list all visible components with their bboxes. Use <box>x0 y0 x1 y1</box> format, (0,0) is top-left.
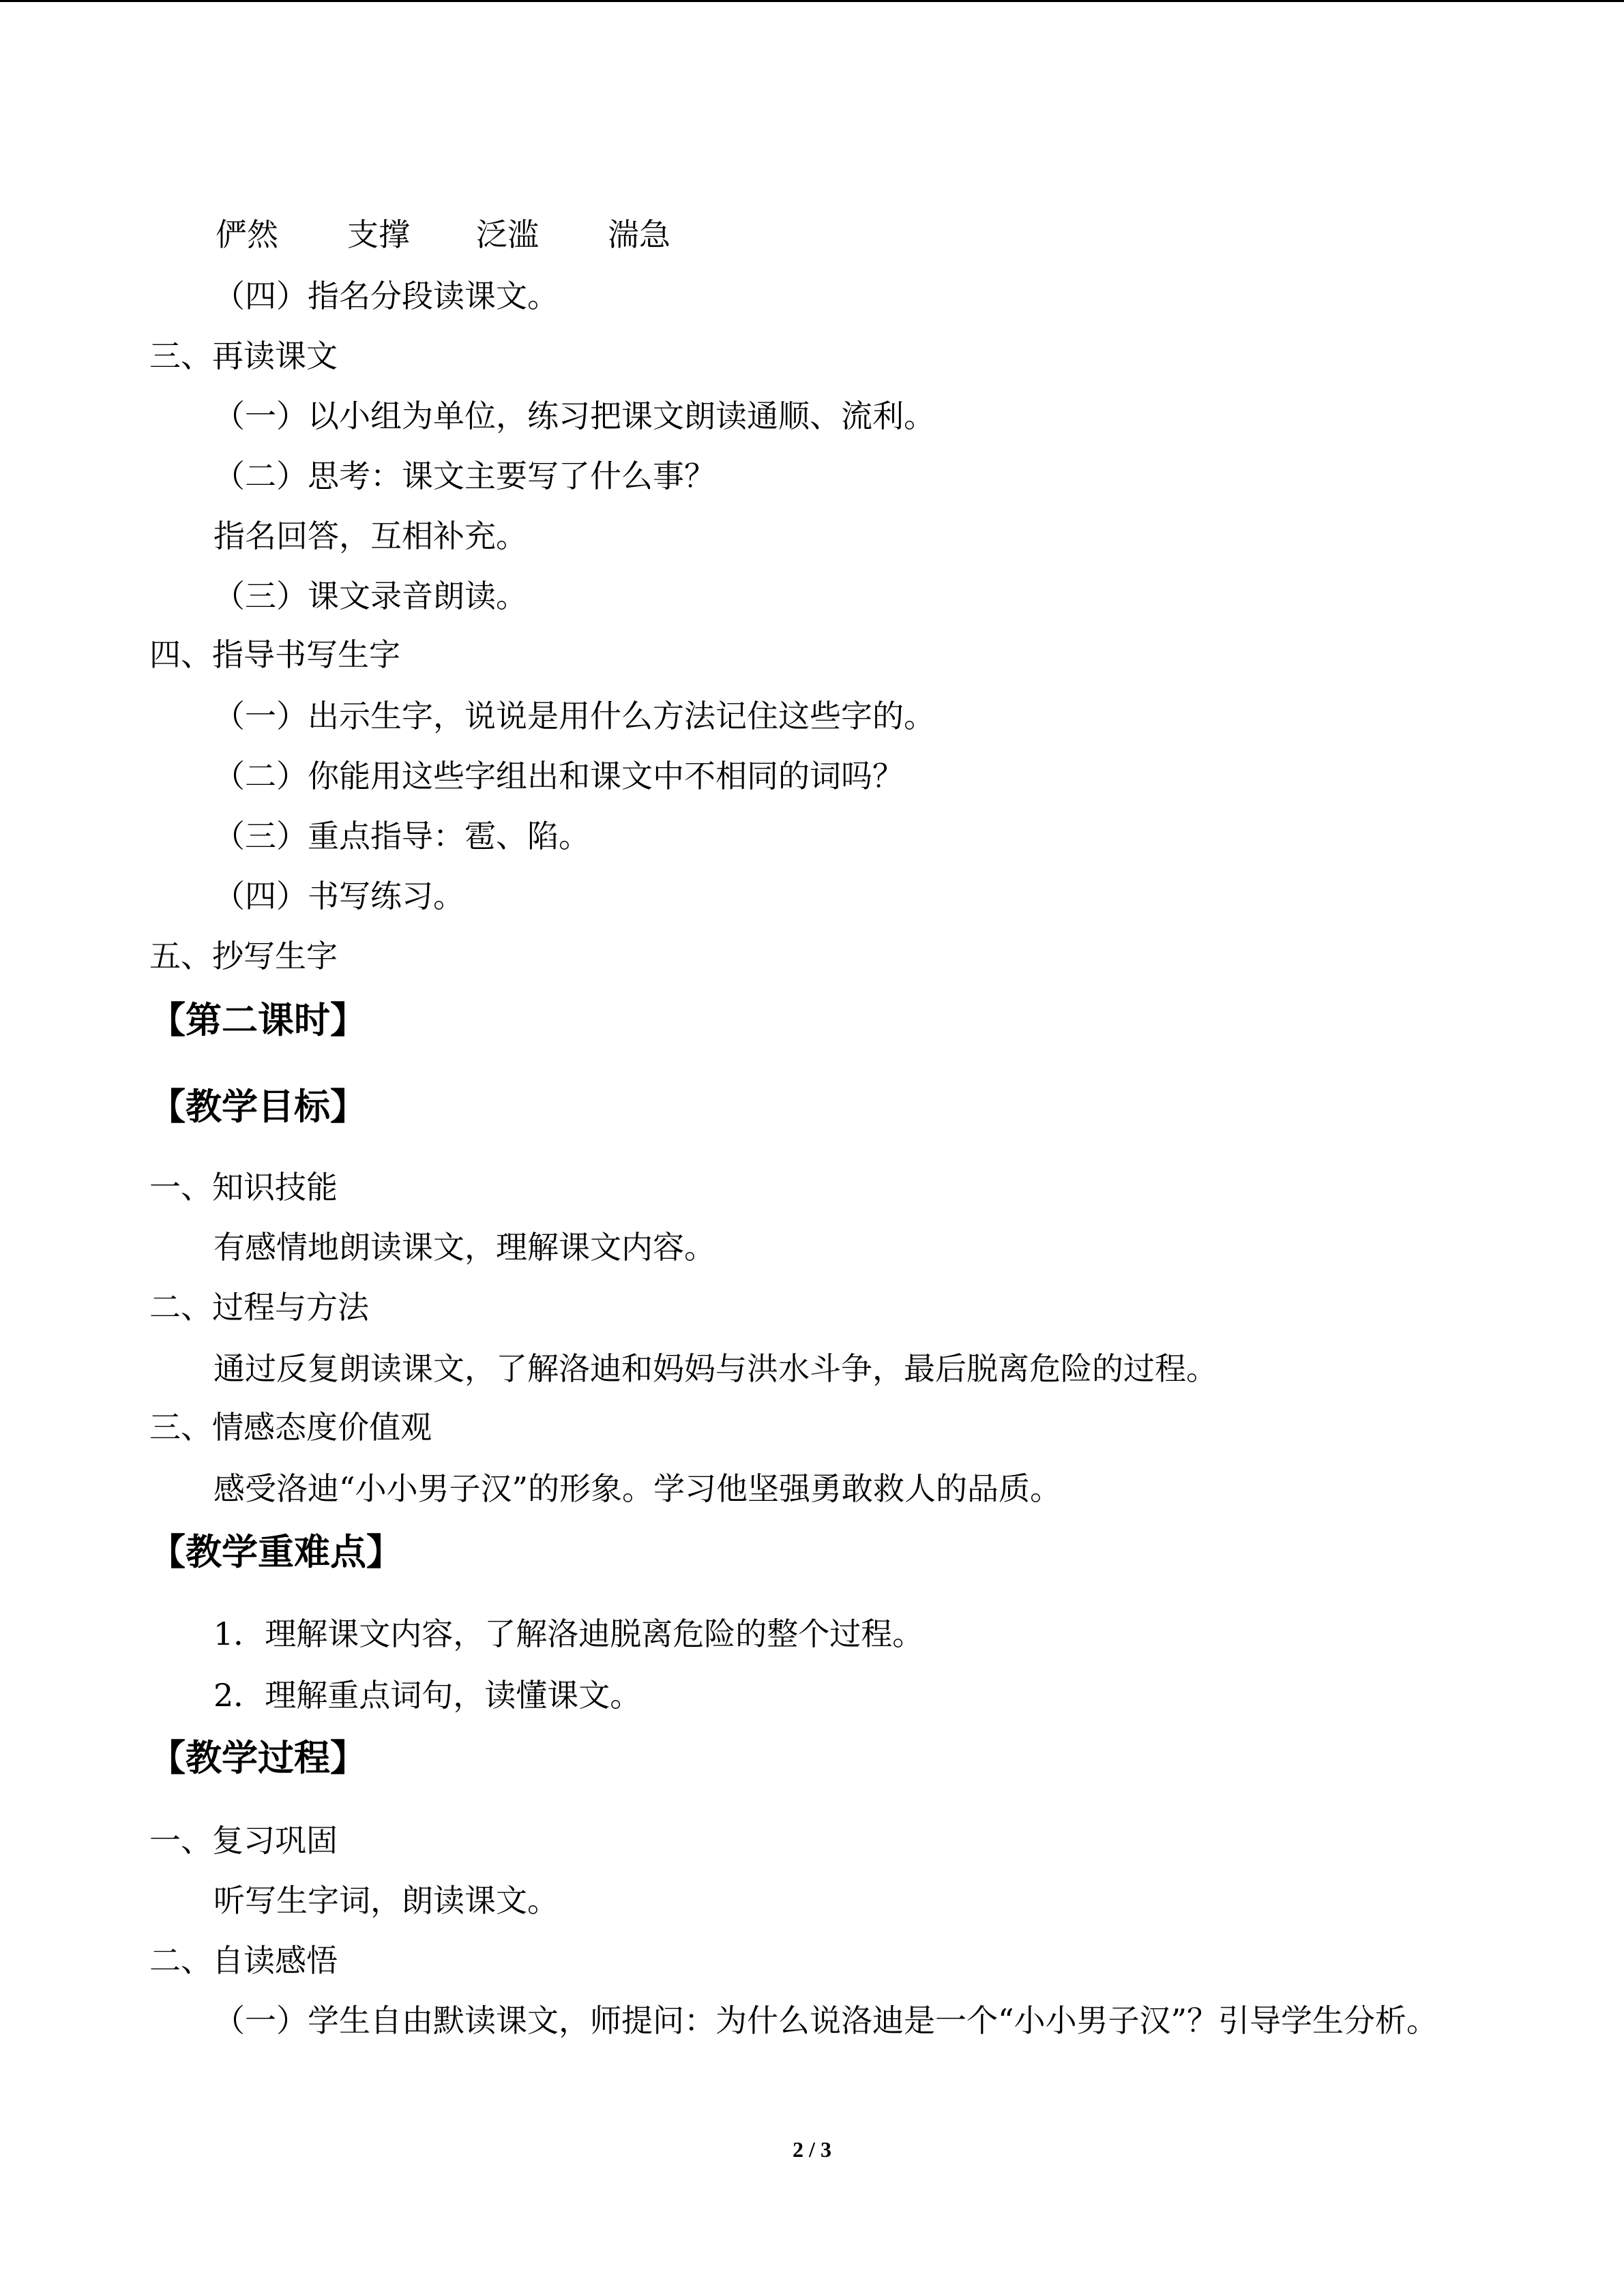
goal-title: 三、情感态度价值观 <box>149 1409 432 1446</box>
step-item: （三）课文录音朗读。 <box>213 578 527 614</box>
vocab-word: 湍急 <box>608 216 670 253</box>
lesson-heading: 【第二课时】 <box>149 999 366 1041</box>
goal-text: 感受洛迪“小小男子汉”的形象。学习他坚强勇敢救人的品质。 <box>213 1470 1062 1507</box>
section-title-reread: 三、再读课文 <box>149 338 338 374</box>
step-item: （二）你能用这些字组出和课文中不相同的词吗？ <box>213 758 904 794</box>
process-step-title: 二、自读感悟 <box>149 1942 338 1979</box>
step-item: 指名回答，互相补充。 <box>213 518 527 554</box>
key-point-item: 2．理解重点词句，读懂课文。 <box>213 1677 642 1714</box>
page-top-border <box>0 0 1624 2</box>
step-item: （一）以小组为单位，练习把课文朗读通顺、流利。 <box>213 398 935 434</box>
process-step-title: 一、复习巩固 <box>149 1822 338 1859</box>
vocabulary-row <box>0 218 1624 252</box>
page-number: 2 / 3 <box>793 2137 831 2162</box>
step-item: （三）重点指导：雹、陷。 <box>213 818 590 854</box>
step-item: （四）书写练习。 <box>213 878 464 914</box>
goal-text: 通过反复朗读课文，了解洛迪和妈妈与洪水斗争，最后脱离危险的过程。 <box>213 1350 1217 1387</box>
process-step-item: 听写生字词，朗读课文。 <box>213 1882 559 1919</box>
goal-title: 二、过程与方法 <box>149 1289 369 1326</box>
step-item: （二）思考：课文主要写了什么事？ <box>213 458 715 494</box>
step-item: （一）出示生字，说说是用什么方法记住这些字的。 <box>213 698 935 734</box>
vocab-word: 支撑 <box>347 216 410 253</box>
vocab-word: 泛滥 <box>476 216 539 253</box>
section-title-writing: 四、指导书写生字 <box>149 636 400 673</box>
key-points-heading: 【教学重难点】 <box>149 1531 402 1573</box>
process-heading: 【教学过程】 <box>149 1737 366 1779</box>
step-item: （四）指名分段读课文。 <box>213 278 559 314</box>
vocab-word: 俨然 <box>216 216 278 253</box>
key-point-item: 1．理解课文内容，了解洛迪脱离危险的整个过程。 <box>213 1615 924 1652</box>
goal-title: 一、知识技能 <box>149 1169 338 1206</box>
section-title-copy: 五、抄写生字 <box>149 938 338 974</box>
goals-heading: 【教学目标】 <box>149 1086 366 1128</box>
goal-text: 有感情地朗读课文，理解课文内容。 <box>213 1229 715 1266</box>
process-step-item: （一）学生自由默读课文，师提问：为什么说洛迪是一个“小小男子汉”？引导学生分析。 <box>213 2002 1438 2039</box>
